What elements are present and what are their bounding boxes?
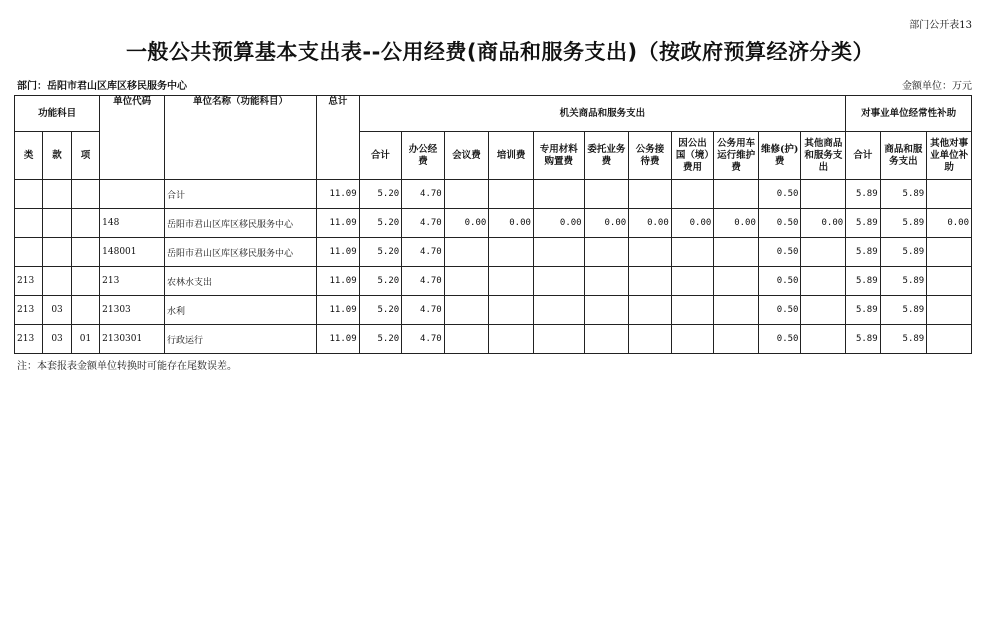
header-meeting: 会议费 — [444, 132, 489, 180]
header-xiang: 项 — [71, 132, 99, 180]
cell-commission — [584, 238, 629, 267]
cell-meeting: 0.00 — [444, 209, 489, 238]
cell-material: 0.00 — [533, 209, 584, 238]
cell-kuan — [43, 209, 71, 238]
cell-other-goods — [801, 325, 846, 354]
cell-subsidy-other — [927, 180, 972, 209]
cell-kuan: 03 — [43, 325, 71, 354]
cell-name: 农林水支出 — [165, 267, 317, 296]
header-abroad: 因公出国（境）费用 — [671, 132, 714, 180]
budget-table — [14, 95, 972, 354]
cell-reception — [629, 296, 672, 325]
cell-total: 11.09 — [317, 209, 360, 238]
cell-lei — [15, 209, 43, 238]
cell-office: 4.70 — [402, 296, 445, 325]
cell-name: 行政运行 — [165, 325, 317, 354]
header-unit-name: 单位名称（功能科目） — [165, 96, 317, 180]
header-other-goods: 其他商品和服务支出 — [801, 132, 846, 180]
cell-code: 213 — [100, 267, 165, 296]
cell-subtotal: 5.20 — [359, 267, 402, 296]
cell-subsidy-goods: 5.89 — [880, 238, 927, 267]
table-row — [15, 267, 972, 296]
cell-subsidy-subtotal: 5.89 — [846, 267, 880, 296]
cell-repair: 0.50 — [758, 267, 801, 296]
page-title: 一般公共预算基本支出表--公用经费(商品和服务支出)（按政府预算经济分类） — [125, 40, 875, 64]
cell-abroad — [671, 267, 714, 296]
cell-subsidy-goods: 5.89 — [880, 180, 927, 209]
cell-subsidy-goods: 5.89 — [880, 209, 927, 238]
cell-repair: 0.50 — [758, 296, 801, 325]
cell-repair: 0.50 — [758, 325, 801, 354]
cell-meeting — [444, 180, 489, 209]
cell-office: 4.70 — [402, 238, 445, 267]
cell-xiang — [71, 238, 99, 267]
cell-vehicle — [714, 296, 759, 325]
cell-meeting — [444, 238, 489, 267]
cell-subsidy-subtotal: 5.89 — [846, 238, 880, 267]
cell-other-goods — [801, 296, 846, 325]
cell-repair: 0.50 — [758, 209, 801, 238]
header-office: 办公经费 — [402, 132, 445, 180]
cell-name: 岳阳市君山区库区移民服务中心 — [165, 238, 317, 267]
cell-office: 4.70 — [402, 267, 445, 296]
cell-abroad — [671, 325, 714, 354]
cell-training — [489, 267, 534, 296]
cell-repair: 0.50 — [758, 180, 801, 209]
cell-total: 11.09 — [317, 325, 360, 354]
cell-material — [533, 325, 584, 354]
department-label: 部门：岳阳市君山区库区移民服务中心 — [17, 81, 187, 92]
cell-training — [489, 325, 534, 354]
cell-training — [489, 180, 534, 209]
cell-kuan: 03 — [43, 296, 71, 325]
header-subsidy-subtotal: 合计 — [846, 132, 880, 180]
cell-kuan — [43, 180, 71, 209]
cell-lei: 213 — [15, 296, 43, 325]
cell-total: 11.09 — [317, 267, 360, 296]
table-row — [15, 325, 972, 354]
cell-subsidy-goods: 5.89 — [880, 325, 927, 354]
cell-subtotal: 5.20 — [359, 296, 402, 325]
cell-commission — [584, 180, 629, 209]
cell-vehicle — [714, 325, 759, 354]
table-row — [15, 209, 972, 238]
cell-subsidy-subtotal: 5.89 — [846, 296, 880, 325]
cell-vehicle — [714, 180, 759, 209]
form-number: 部门公开表13 — [909, 20, 972, 31]
cell-name: 合计 — [165, 180, 317, 209]
cell-other-goods — [801, 180, 846, 209]
cell-training — [489, 238, 534, 267]
table-row — [15, 238, 972, 267]
cell-office: 4.70 — [402, 209, 445, 238]
cell-commission: 0.00 — [584, 209, 629, 238]
cell-office: 4.70 — [402, 325, 445, 354]
cell-reception — [629, 238, 672, 267]
header-subsidy: 对事业单位经常性补助 — [846, 96, 972, 132]
cell-code: 21303 — [100, 296, 165, 325]
cell-subsidy-subtotal: 5.89 — [846, 209, 880, 238]
cell-abroad — [671, 296, 714, 325]
cell-subsidy-other — [927, 238, 972, 267]
cell-other-goods: 0.00 — [801, 209, 846, 238]
header-repair: 维修(护)费 — [758, 132, 801, 180]
cell-xiang: 01 — [71, 325, 99, 354]
cell-vehicle — [714, 267, 759, 296]
table-body — [15, 180, 972, 354]
header-subtotal: 合计 — [359, 132, 402, 180]
cell-total: 11.09 — [317, 180, 360, 209]
cell-subtotal: 5.20 — [359, 180, 402, 209]
cell-subtotal: 5.20 — [359, 325, 402, 354]
cell-material — [533, 296, 584, 325]
cell-total: 11.09 — [317, 296, 360, 325]
cell-reception — [629, 325, 672, 354]
cell-meeting — [444, 267, 489, 296]
header-kuan: 款 — [43, 132, 71, 180]
cell-code: 148 — [100, 209, 165, 238]
cell-lei: 213 — [15, 325, 43, 354]
header-subsidy-other: 其他对事业单位补助 — [927, 132, 972, 180]
cell-subsidy-other — [927, 296, 972, 325]
cell-repair: 0.50 — [758, 238, 801, 267]
cell-vehicle: 0.00 — [714, 209, 759, 238]
cell-code: 148001 — [100, 238, 165, 267]
cell-subsidy-subtotal: 5.89 — [846, 325, 880, 354]
cell-meeting — [444, 296, 489, 325]
cell-lei — [15, 180, 43, 209]
table-row — [15, 180, 972, 209]
cell-material — [533, 267, 584, 296]
cell-other-goods — [801, 238, 846, 267]
cell-subsidy-goods: 5.89 — [880, 296, 927, 325]
cell-training: 0.00 — [489, 209, 534, 238]
cell-abroad: 0.00 — [671, 209, 714, 238]
cell-subsidy-goods: 5.89 — [880, 267, 927, 296]
header-lei: 类 — [15, 132, 43, 180]
cell-subtotal: 5.20 — [359, 238, 402, 267]
cell-subtotal: 5.20 — [359, 209, 402, 238]
table-header — [15, 96, 972, 180]
cell-subsidy-other — [927, 325, 972, 354]
cell-xiang — [71, 267, 99, 296]
cell-commission — [584, 296, 629, 325]
cell-abroad — [671, 180, 714, 209]
header-org-goods: 机关商品和服务支出 — [359, 96, 846, 132]
cell-material — [533, 180, 584, 209]
cell-kuan — [43, 267, 71, 296]
cell-material — [533, 238, 584, 267]
cell-subsidy-other: 0.00 — [927, 209, 972, 238]
table-row — [15, 296, 972, 325]
cell-reception — [629, 180, 672, 209]
cell-commission — [584, 267, 629, 296]
cell-reception — [629, 267, 672, 296]
header-func-subject: 功能科目 — [15, 96, 100, 132]
cell-subsidy-other — [927, 267, 972, 296]
amount-unit-label: 金额单位：万元 — [902, 81, 972, 92]
cell-abroad — [671, 238, 714, 267]
cell-vehicle — [714, 238, 759, 267]
cell-lei: 213 — [15, 267, 43, 296]
cell-total: 11.09 — [317, 238, 360, 267]
header-total: 总计 — [317, 96, 360, 180]
cell-training — [489, 296, 534, 325]
cell-name: 岳阳市君山区库区移民服务中心 — [165, 209, 317, 238]
cell-meeting — [444, 325, 489, 354]
cell-kuan — [43, 238, 71, 267]
cell-reception: 0.00 — [629, 209, 672, 238]
cell-subsidy-subtotal: 5.89 — [846, 180, 880, 209]
cell-code — [100, 180, 165, 209]
header-training: 培训费 — [489, 132, 534, 180]
header-material: 专用材料购置费 — [533, 132, 584, 180]
cell-lei — [15, 238, 43, 267]
header-commission: 委托业务费 — [584, 132, 629, 180]
cell-name: 水利 — [165, 296, 317, 325]
header-subsidy-goods: 商品和服务支出 — [880, 132, 927, 180]
cell-xiang — [71, 209, 99, 238]
cell-commission — [584, 325, 629, 354]
header-vehicle: 公务用车运行维护费 — [714, 132, 759, 180]
header-unit-code: 单位代码 — [100, 96, 165, 180]
cell-other-goods — [801, 267, 846, 296]
cell-office: 4.70 — [402, 180, 445, 209]
header-reception: 公务接待费 — [629, 132, 672, 180]
cell-xiang — [71, 180, 99, 209]
footnote: 注：本套报表金额单位转换时可能存在尾数误差。 — [17, 361, 237, 372]
cell-xiang — [71, 296, 99, 325]
cell-code: 2130301 — [100, 325, 165, 354]
